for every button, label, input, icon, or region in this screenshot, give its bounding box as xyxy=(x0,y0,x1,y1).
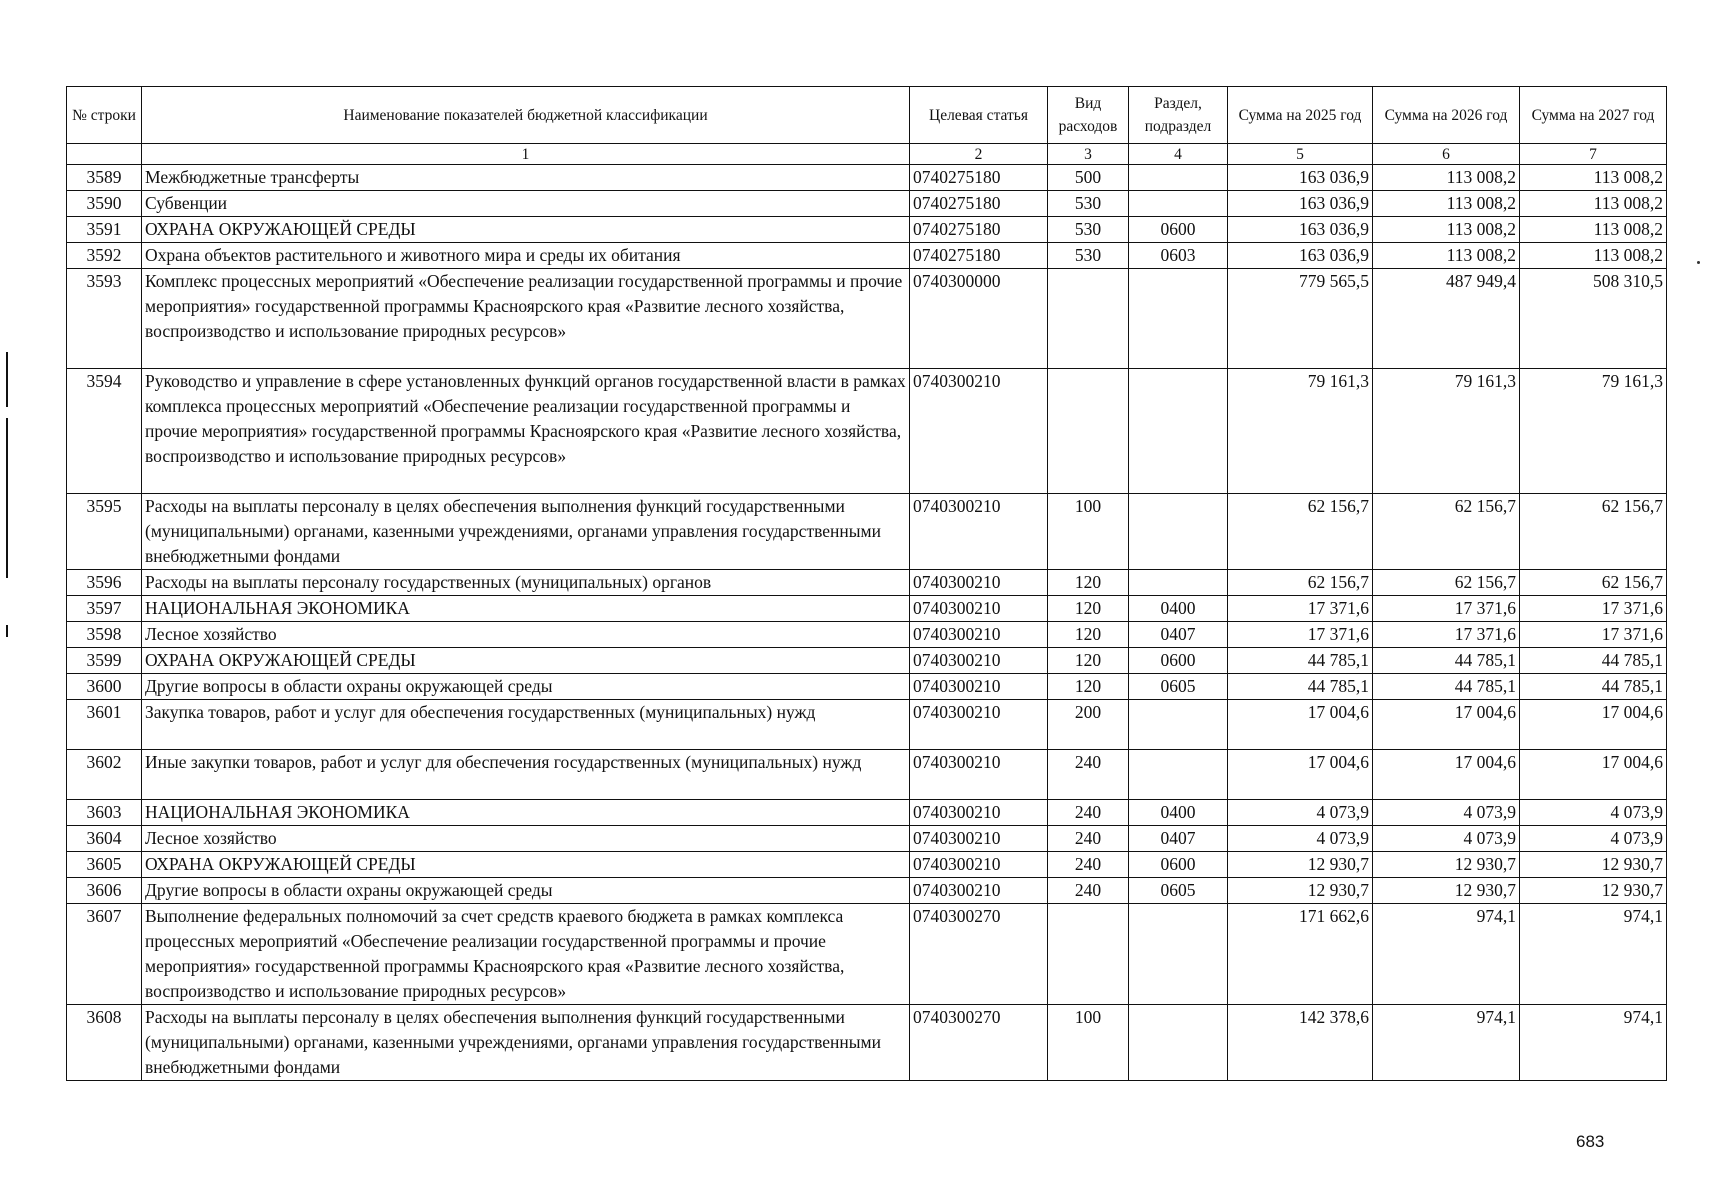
row-name: Лесное хозяйство xyxy=(142,826,910,852)
row-name: Охрана объектов растительного и животного мира и среды их обитания xyxy=(142,243,910,269)
table-row xyxy=(67,622,1667,648)
row-amount-2026: 62 156,7 xyxy=(1373,570,1520,596)
row-target-code: 0740275180 xyxy=(910,217,1048,243)
table-row xyxy=(67,1005,1667,1081)
row-expense-kind: 120 xyxy=(1048,648,1129,674)
row-amount-2026: 17 371,6 xyxy=(1373,596,1520,622)
row-target-code: 0740300210 xyxy=(910,674,1048,700)
row-amount-2026: 974,1 xyxy=(1373,1005,1520,1081)
header-index-target: 2 xyxy=(910,144,1048,165)
row-amount-2025: 12 930,7 xyxy=(1228,852,1373,878)
row-number: 3600 xyxy=(67,674,142,700)
row-amount-2027: 12 930,7 xyxy=(1520,878,1667,904)
scan-dot xyxy=(1697,261,1700,264)
row-number: 3605 xyxy=(67,852,142,878)
header-kind: Вид расходов xyxy=(1048,87,1129,144)
header-section: Раздел, подраздел xyxy=(1129,87,1228,144)
row-amount-2025: 12 930,7 xyxy=(1228,878,1373,904)
scan-margin-mark xyxy=(6,418,8,578)
row-expense-kind: 240 xyxy=(1048,826,1129,852)
row-name: Другие вопросы в области охраны окружающей среды xyxy=(142,878,910,904)
row-target-code: 0740300210 xyxy=(910,826,1048,852)
table-body xyxy=(67,165,1667,1081)
table-row xyxy=(67,217,1667,243)
row-number: 3606 xyxy=(67,878,142,904)
row-section-code: 0400 xyxy=(1129,596,1228,622)
row-expense-kind: 240 xyxy=(1048,800,1129,826)
header-2026: Сумма на 2026 год xyxy=(1373,87,1520,144)
row-amount-2027: 113 008,2 xyxy=(1520,243,1667,269)
row-number: 3597 xyxy=(67,596,142,622)
row-name: Субвенции xyxy=(142,191,910,217)
row-amount-2025: 4 073,9 xyxy=(1228,800,1373,826)
row-amount-2025: 163 036,9 xyxy=(1228,165,1373,191)
row-amount-2026: 113 008,2 xyxy=(1373,165,1520,191)
row-amount-2026: 4 073,9 xyxy=(1373,826,1520,852)
row-target-code: 0740300210 xyxy=(910,570,1048,596)
table-row xyxy=(67,269,1667,369)
table-row xyxy=(67,243,1667,269)
row-name: Выполнение федеральных полномочий за счет средств краевого бюджета в рамках комплекса процессных мероприятий «Обеспечение реализации государственной программы и прочие мероприятия» государственной программы Красноярского края «Развитие лесного хозяйства, воспроизводство и использование природных ресурсов» xyxy=(142,904,910,1005)
row-amount-2027: 44 785,1 xyxy=(1520,648,1667,674)
row-section-code xyxy=(1129,1005,1228,1081)
row-section-code: 0605 xyxy=(1129,674,1228,700)
row-name: Комплекс процессных мероприятий «Обеспечение реализации государственной программы и прочие мероприятия» государственной программы Красноярского края «Развитие лесного хозяйства, воспроизводство и использование природных ресурсов» xyxy=(142,269,910,369)
row-amount-2026: 4 073,9 xyxy=(1373,800,1520,826)
row-amount-2027: 44 785,1 xyxy=(1520,674,1667,700)
row-target-code: 0740275180 xyxy=(910,243,1048,269)
row-number: 3593 xyxy=(67,269,142,369)
table-row xyxy=(67,570,1667,596)
row-section-code: 0600 xyxy=(1129,217,1228,243)
table-row xyxy=(67,494,1667,570)
row-number: 3595 xyxy=(67,494,142,570)
row-number: 3607 xyxy=(67,904,142,1005)
row-amount-2025: 44 785,1 xyxy=(1228,648,1373,674)
header-2027: Сумма на 2027 год xyxy=(1520,87,1667,144)
header-index-name: 1 xyxy=(142,144,910,165)
table-row xyxy=(67,878,1667,904)
row-section-code: 0600 xyxy=(1129,852,1228,878)
row-target-code: 0740300210 xyxy=(910,648,1048,674)
header-index-2025: 5 xyxy=(1228,144,1373,165)
row-amount-2027: 17 371,6 xyxy=(1520,622,1667,648)
row-amount-2027: 79 161,3 xyxy=(1520,369,1667,494)
row-number: 3590 xyxy=(67,191,142,217)
row-expense-kind: 500 xyxy=(1048,165,1129,191)
row-number: 3592 xyxy=(67,243,142,269)
row-name: ОХРАНА ОКРУЖАЮЩЕЙ СРЕДЫ xyxy=(142,852,910,878)
row-number: 3603 xyxy=(67,800,142,826)
row-amount-2026: 487 949,4 xyxy=(1373,269,1520,369)
row-name: ОХРАНА ОКРУЖАЮЩЕЙ СРЕДЫ xyxy=(142,217,910,243)
row-expense-kind: 120 xyxy=(1048,596,1129,622)
row-name: Закупка товаров, работ и услуг для обеспечения государственных (муниципальных) нужд xyxy=(142,700,910,750)
row-amount-2026: 44 785,1 xyxy=(1373,674,1520,700)
row-amount-2027: 17 004,6 xyxy=(1520,700,1667,750)
row-amount-2025: 142 378,6 xyxy=(1228,1005,1373,1081)
page-number: 683 xyxy=(1576,1132,1605,1151)
row-name: Другие вопросы в области охраны окружающей среды xyxy=(142,674,910,700)
row-name: Расходы на выплаты персоналу в целях обеспечения выполнения функций государственными (муниципальными) органами, казенными учреждениями, органами управления государственными внебюджетными фондами xyxy=(142,1005,910,1081)
table-row xyxy=(67,165,1667,191)
row-section-code xyxy=(1129,750,1228,800)
row-name: Иные закупки товаров, работ и услуг для обеспечения государственных (муниципальных) нужд xyxy=(142,750,910,800)
row-expense-kind xyxy=(1048,904,1129,1005)
row-amount-2025: 62 156,7 xyxy=(1228,494,1373,570)
scan-margin-mark xyxy=(6,352,8,407)
header-target: Целевая статья xyxy=(910,87,1048,144)
row-amount-2025: 163 036,9 xyxy=(1228,243,1373,269)
row-amount-2025: 163 036,9 xyxy=(1228,217,1373,243)
row-amount-2027: 4 073,9 xyxy=(1520,826,1667,852)
table-row xyxy=(67,700,1667,750)
table-row xyxy=(67,596,1667,622)
row-name: Лесное хозяйство xyxy=(142,622,910,648)
row-amount-2026: 12 930,7 xyxy=(1373,878,1520,904)
row-target-code: 0740300000 xyxy=(910,269,1048,369)
budget-table xyxy=(66,86,1667,1081)
header-index-kind: 3 xyxy=(1048,144,1129,165)
row-amount-2025: 17 004,6 xyxy=(1228,750,1373,800)
row-expense-kind: 240 xyxy=(1048,750,1129,800)
row-amount-2026: 44 785,1 xyxy=(1373,648,1520,674)
row-name: НАЦИОНАЛЬНАЯ ЭКОНОМИКА xyxy=(142,800,910,826)
row-expense-kind: 240 xyxy=(1048,852,1129,878)
row-target-code: 0740300210 xyxy=(910,800,1048,826)
header-index-blank xyxy=(67,144,142,165)
row-amount-2026: 79 161,3 xyxy=(1373,369,1520,494)
row-amount-2027: 508 310,5 xyxy=(1520,269,1667,369)
row-expense-kind: 120 xyxy=(1048,674,1129,700)
row-amount-2027: 113 008,2 xyxy=(1520,191,1667,217)
table-row xyxy=(67,191,1667,217)
row-section-code xyxy=(1129,570,1228,596)
row-amount-2027: 17 371,6 xyxy=(1520,596,1667,622)
row-expense-kind: 200 xyxy=(1048,700,1129,750)
row-amount-2026: 17 004,6 xyxy=(1373,700,1520,750)
row-expense-kind: 100 xyxy=(1048,1005,1129,1081)
row-section-code: 0407 xyxy=(1129,826,1228,852)
header-index-2027: 7 xyxy=(1520,144,1667,165)
header-2025: Сумма на 2025 год xyxy=(1228,87,1373,144)
row-number: 3604 xyxy=(67,826,142,852)
table-row xyxy=(67,750,1667,800)
row-section-code xyxy=(1129,165,1228,191)
row-amount-2026: 12 930,7 xyxy=(1373,852,1520,878)
row-section-code xyxy=(1129,269,1228,369)
row-section-code xyxy=(1129,369,1228,494)
header-index-section: 4 xyxy=(1129,144,1228,165)
row-expense-kind xyxy=(1048,269,1129,369)
row-section-code: 0600 xyxy=(1129,648,1228,674)
row-section-code xyxy=(1129,700,1228,750)
row-expense-kind: 120 xyxy=(1048,570,1129,596)
row-amount-2026: 113 008,2 xyxy=(1373,191,1520,217)
row-name: Межбюджетные трансферты xyxy=(142,165,910,191)
row-amount-2025: 17 004,6 xyxy=(1228,700,1373,750)
row-expense-kind: 240 xyxy=(1048,878,1129,904)
row-amount-2025: 62 156,7 xyxy=(1228,570,1373,596)
row-amount-2027: 4 073,9 xyxy=(1520,800,1667,826)
row-target-code: 0740300210 xyxy=(910,878,1048,904)
row-number: 3591 xyxy=(67,217,142,243)
row-target-code: 0740275180 xyxy=(910,165,1048,191)
row-number: 3608 xyxy=(67,1005,142,1081)
row-number: 3589 xyxy=(67,165,142,191)
row-target-code: 0740300270 xyxy=(910,1005,1048,1081)
table-row xyxy=(67,674,1667,700)
row-amount-2025: 17 371,6 xyxy=(1228,596,1373,622)
row-section-code: 0400 xyxy=(1129,800,1228,826)
row-target-code: 0740300210 xyxy=(910,494,1048,570)
row-amount-2027: 17 004,6 xyxy=(1520,750,1667,800)
row-amount-2025: 44 785,1 xyxy=(1228,674,1373,700)
row-target-code: 0740300210 xyxy=(910,622,1048,648)
row-amount-2026: 17 371,6 xyxy=(1373,622,1520,648)
row-section-code xyxy=(1129,904,1228,1005)
row-amount-2025: 163 036,9 xyxy=(1228,191,1373,217)
table-row xyxy=(67,852,1667,878)
table-row xyxy=(67,800,1667,826)
row-name: Расходы на выплаты персоналу в целях обеспечения выполнения функций государственными (муниципальными) органами, казенными учреждениями, органами управления государственными внебюджетными фондами xyxy=(142,494,910,570)
row-amount-2027: 113 008,2 xyxy=(1520,165,1667,191)
header-index-2026: 6 xyxy=(1373,144,1520,165)
row-target-code: 0740300210 xyxy=(910,369,1048,494)
table-row xyxy=(67,369,1667,494)
row-amount-2027: 113 008,2 xyxy=(1520,217,1667,243)
scan-margin-mark xyxy=(6,625,8,637)
row-target-code: 0740275180 xyxy=(910,191,1048,217)
row-amount-2027: 974,1 xyxy=(1520,904,1667,1005)
row-target-code: 0740300210 xyxy=(910,700,1048,750)
row-target-code: 0740300210 xyxy=(910,750,1048,800)
row-target-code: 0740300210 xyxy=(910,852,1048,878)
row-amount-2026: 974,1 xyxy=(1373,904,1520,1005)
row-amount-2026: 62 156,7 xyxy=(1373,494,1520,570)
row-name: Руководство и управление в сфере установленных функций органов государственной власти в рамках комплекса процессных мероприятий «Обеспечение реализации государственной программы и прочие мероприятия» государственной программы Красноярского края «Развитие лесного хозяйства, воспроизводство и использование природных ресурсов» xyxy=(142,369,910,494)
row-number: 3602 xyxy=(67,750,142,800)
table-header xyxy=(67,87,1667,165)
row-section-code: 0605 xyxy=(1129,878,1228,904)
row-amount-2025: 171 662,6 xyxy=(1228,904,1373,1005)
row-amount-2027: 974,1 xyxy=(1520,1005,1667,1081)
row-number: 3601 xyxy=(67,700,142,750)
row-amount-2026: 113 008,2 xyxy=(1373,243,1520,269)
row-section-code: 0603 xyxy=(1129,243,1228,269)
header-name: Наименование показателей бюджетной классификации xyxy=(142,87,910,144)
row-name: Расходы на выплаты персоналу государственных (муниципальных) органов xyxy=(142,570,910,596)
row-expense-kind: 530 xyxy=(1048,217,1129,243)
table-row xyxy=(67,648,1667,674)
row-target-code: 0740300270 xyxy=(910,904,1048,1005)
row-name: ОХРАНА ОКРУЖАЮЩЕЙ СРЕДЫ xyxy=(142,648,910,674)
table-row xyxy=(67,904,1667,1005)
row-expense-kind: 530 xyxy=(1048,191,1129,217)
row-amount-2027: 12 930,7 xyxy=(1520,852,1667,878)
row-expense-kind xyxy=(1048,369,1129,494)
row-section-code xyxy=(1129,191,1228,217)
row-amount-2027: 62 156,7 xyxy=(1520,570,1667,596)
row-amount-2025: 17 371,6 xyxy=(1228,622,1373,648)
row-amount-2027: 62 156,7 xyxy=(1520,494,1667,570)
row-number: 3594 xyxy=(67,369,142,494)
row-target-code: 0740300210 xyxy=(910,596,1048,622)
row-section-code: 0407 xyxy=(1129,622,1228,648)
row-name: НАЦИОНАЛЬНАЯ ЭКОНОМИКА xyxy=(142,596,910,622)
table-row xyxy=(67,826,1667,852)
row-number: 3596 xyxy=(67,570,142,596)
row-expense-kind: 100 xyxy=(1048,494,1129,570)
row-amount-2025: 4 073,9 xyxy=(1228,826,1373,852)
row-section-code xyxy=(1129,494,1228,570)
row-expense-kind: 530 xyxy=(1048,243,1129,269)
row-amount-2026: 17 004,6 xyxy=(1373,750,1520,800)
row-amount-2026: 113 008,2 xyxy=(1373,217,1520,243)
row-number: 3598 xyxy=(67,622,142,648)
row-number: 3599 xyxy=(67,648,142,674)
row-amount-2025: 779 565,5 xyxy=(1228,269,1373,369)
header-row-no: № строки xyxy=(67,87,142,144)
row-amount-2025: 79 161,3 xyxy=(1228,369,1373,494)
row-expense-kind: 120 xyxy=(1048,622,1129,648)
